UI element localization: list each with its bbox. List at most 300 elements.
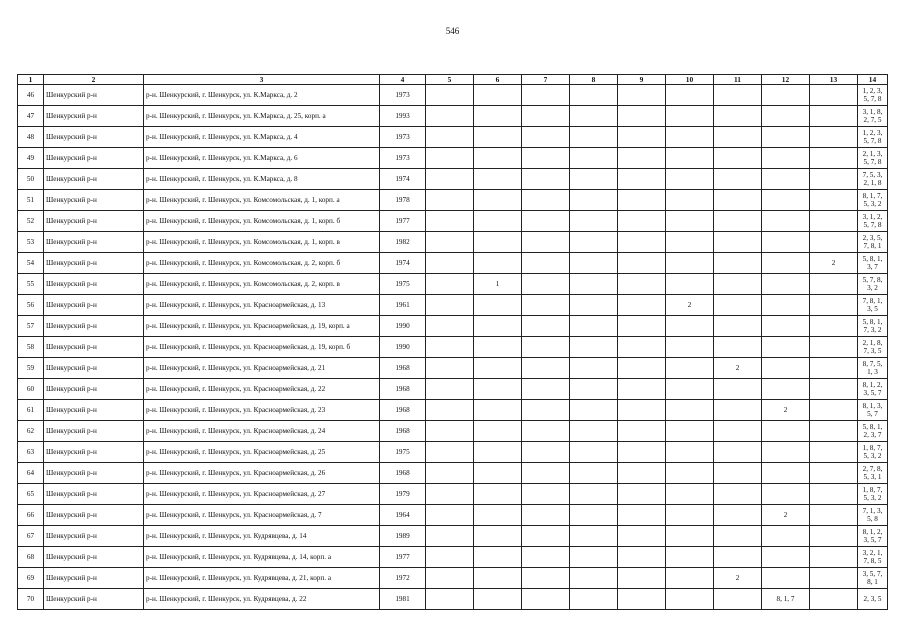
column-13-cell (810, 337, 858, 358)
column-14-cell: 8, 1, 2, 3, 5, 7 (858, 379, 888, 400)
district-cell: Шенкурский р-н (44, 484, 144, 505)
column-9-cell (618, 85, 666, 106)
address-cell: р-н. Шенкурский, г. Шенкурск, ул. К.Маркса, д. 25, корп. а (144, 106, 380, 127)
column-5-cell (426, 148, 474, 169)
column-5-cell (426, 568, 474, 589)
district-cell: Шенкурский р-н (44, 589, 144, 610)
column-8-cell (570, 274, 618, 295)
column-10-cell (666, 568, 714, 589)
column-header: 9 (618, 75, 666, 85)
district-cell: Шенкурский р-н (44, 358, 144, 379)
column-11-cell: 2 (714, 358, 762, 379)
address-cell: р-н. Шенкурский, г. Шенкурск, ул. К.Маркса, д. 8 (144, 169, 380, 190)
column-7-cell (522, 505, 570, 526)
column-7-cell (522, 274, 570, 295)
column-12-cell: 8, 1, 7 (762, 589, 810, 610)
column-14-cell: 5, 8, 1, 2, 3, 7 (858, 421, 888, 442)
column-7-cell (522, 85, 570, 106)
district-cell: Шенкурский р-н (44, 505, 144, 526)
column-5-cell (426, 316, 474, 337)
column-9-cell (618, 526, 666, 547)
row-number-cell: 62 (18, 421, 44, 442)
column-6-cell (474, 526, 522, 547)
column-11-cell (714, 589, 762, 610)
column-8-cell (570, 169, 618, 190)
table-row (18, 127, 888, 148)
column-14-cell: 1, 2, 3, 5, 7, 8 (858, 85, 888, 106)
year-cell: 1973 (380, 127, 426, 148)
column-6-cell (474, 547, 522, 568)
district-cell: Шенкурский р-н (44, 421, 144, 442)
column-12-cell (762, 85, 810, 106)
table-row (18, 211, 888, 232)
column-12-cell (762, 253, 810, 274)
column-9-cell (618, 400, 666, 421)
address-cell: р-н. Шенкурский, г. Шенкурск, ул. Красноармейская, д. 13 (144, 295, 380, 316)
row-number-cell: 67 (18, 526, 44, 547)
table-row (18, 505, 888, 526)
address-cell: р-н. Шенкурский, г. Шенкурск, ул. Красноармейская, д. 25 (144, 442, 380, 463)
district-cell: Шенкурский р-н (44, 211, 144, 232)
column-12-cell (762, 274, 810, 295)
column-13-cell (810, 211, 858, 232)
address-cell: р-н. Шенкурский, г. Шенкурск, ул. Комсомольская, д. 1, корп. а (144, 190, 380, 211)
column-9-cell (618, 295, 666, 316)
year-cell: 1978 (380, 190, 426, 211)
address-cell: р-н. Шенкурский, г. Шенкурск, ул. Комсомольская, д. 1, корп. б (144, 211, 380, 232)
column-9-cell (618, 106, 666, 127)
year-cell: 1977 (380, 211, 426, 232)
column-11-cell (714, 484, 762, 505)
address-cell: р-н. Шенкурский, г. Шенкурск, ул. К.Маркса, д. 6 (144, 148, 380, 169)
row-number-cell: 64 (18, 463, 44, 484)
column-7-cell (522, 379, 570, 400)
column-9-cell (618, 274, 666, 295)
column-12-cell (762, 484, 810, 505)
column-10-cell (666, 148, 714, 169)
column-11-cell (714, 463, 762, 484)
column-6-cell (474, 127, 522, 148)
column-13-cell (810, 316, 858, 337)
table-row (18, 358, 888, 379)
column-6-cell (474, 253, 522, 274)
table-row (18, 106, 888, 127)
district-cell: Шенкурский р-н (44, 295, 144, 316)
year-cell: 1977 (380, 547, 426, 568)
table-row (18, 547, 888, 568)
column-header: 3 (144, 75, 380, 85)
column-7-cell (522, 106, 570, 127)
year-cell: 1982 (380, 232, 426, 253)
district-cell: Шенкурский р-н (44, 463, 144, 484)
column-12-cell (762, 232, 810, 253)
column-8-cell (570, 442, 618, 463)
column-header: 2 (44, 75, 144, 85)
column-5-cell (426, 379, 474, 400)
column-12-cell (762, 421, 810, 442)
address-cell: р-н. Шенкурский, г. Шенкурск, ул. Кудрявцева, д. 14 (144, 526, 380, 547)
column-12-cell (762, 442, 810, 463)
column-10-cell: 2 (666, 295, 714, 316)
column-13-cell (810, 589, 858, 610)
column-7-cell (522, 484, 570, 505)
column-14-cell: 2, 7, 8, 5, 3, 1 (858, 463, 888, 484)
column-12-cell (762, 148, 810, 169)
column-5-cell (426, 421, 474, 442)
address-cell: р-н. Шенкурский, г. Шенкурск, ул. Комсомольская, д. 2, корп. б (144, 253, 380, 274)
table-row (18, 148, 888, 169)
column-9-cell (618, 316, 666, 337)
column-header: 13 (810, 75, 858, 85)
address-cell: р-н. Шенкурский, г. Шенкурск, ул. Красноармейская, д. 24 (144, 421, 380, 442)
column-14-cell: 5, 8, 1, 3, 7 (858, 253, 888, 274)
column-header: 4 (380, 75, 426, 85)
row-number-cell: 58 (18, 337, 44, 358)
column-12-cell (762, 358, 810, 379)
column-8-cell (570, 190, 618, 211)
column-12-cell (762, 169, 810, 190)
year-cell: 1968 (380, 421, 426, 442)
column-9-cell (618, 484, 666, 505)
district-cell: Шенкурский р-н (44, 253, 144, 274)
column-5-cell (426, 484, 474, 505)
column-8-cell (570, 106, 618, 127)
column-9-cell (618, 568, 666, 589)
column-header: 1 (18, 75, 44, 85)
column-6-cell (474, 358, 522, 379)
column-14-cell: 3, 5, 7, 8, 1 (858, 568, 888, 589)
column-6-cell (474, 379, 522, 400)
column-5-cell (426, 274, 474, 295)
page-number: 546 (445, 26, 460, 36)
table-row (18, 295, 888, 316)
column-8-cell (570, 589, 618, 610)
column-6-cell: 1 (474, 274, 522, 295)
column-8-cell (570, 421, 618, 442)
column-14-cell: 1, 2, 3, 5, 7, 8 (858, 127, 888, 148)
column-6-cell (474, 421, 522, 442)
column-8-cell (570, 400, 618, 421)
column-10-cell (666, 463, 714, 484)
row-number-cell: 55 (18, 274, 44, 295)
column-13-cell (810, 85, 858, 106)
column-11-cell (714, 232, 762, 253)
column-header: 5 (426, 75, 474, 85)
column-11-cell (714, 190, 762, 211)
column-7-cell (522, 337, 570, 358)
column-10-cell (666, 442, 714, 463)
column-header: 10 (666, 75, 714, 85)
table-row (18, 442, 888, 463)
row-number-cell: 60 (18, 379, 44, 400)
table-row (18, 484, 888, 505)
column-13-cell (810, 295, 858, 316)
column-14-cell: 3, 2, 1, 7, 8, 5 (858, 547, 888, 568)
row-number-cell: 48 (18, 127, 44, 148)
column-11-cell (714, 316, 762, 337)
year-cell: 1990 (380, 316, 426, 337)
year-cell: 1968 (380, 379, 426, 400)
district-cell: Шенкурский р-н (44, 274, 144, 295)
column-7-cell (522, 358, 570, 379)
year-cell: 1989 (380, 526, 426, 547)
table-body (18, 85, 888, 610)
column-10-cell (666, 169, 714, 190)
column-9-cell (618, 232, 666, 253)
column-13-cell (810, 148, 858, 169)
row-number-cell: 65 (18, 484, 44, 505)
column-13-cell (810, 106, 858, 127)
district-cell: Шенкурский р-н (44, 190, 144, 211)
column-7-cell (522, 190, 570, 211)
table-row (18, 589, 888, 610)
column-9-cell (618, 127, 666, 148)
row-number-cell: 54 (18, 253, 44, 274)
column-8-cell (570, 148, 618, 169)
year-cell: 1972 (380, 568, 426, 589)
row-number-cell: 69 (18, 568, 44, 589)
column-11-cell (714, 379, 762, 400)
column-header: 12 (762, 75, 810, 85)
address-cell: р-н. Шенкурский, г. Шенкурск, ул. Красноармейская, д. 22 (144, 379, 380, 400)
table-row (18, 400, 888, 421)
table-row (18, 316, 888, 337)
address-cell: р-н. Шенкурский, г. Шенкурск, ул. Красноармейская, д. 7 (144, 505, 380, 526)
column-13-cell (810, 190, 858, 211)
district-cell: Шенкурский р-н (44, 85, 144, 106)
column-7-cell (522, 526, 570, 547)
column-6-cell (474, 484, 522, 505)
column-13-cell (810, 127, 858, 148)
column-7-cell (522, 211, 570, 232)
year-cell: 1990 (380, 337, 426, 358)
column-12-cell (762, 463, 810, 484)
column-5-cell (426, 106, 474, 127)
column-13-cell (810, 274, 858, 295)
column-7-cell (522, 400, 570, 421)
column-13-cell (810, 400, 858, 421)
year-cell: 1974 (380, 253, 426, 274)
row-number-cell: 70 (18, 589, 44, 610)
column-13-cell (810, 526, 858, 547)
address-cell: р-н. Шенкурский, г. Шенкурск, ул. Кудрявцева, д. 21, корп. а (144, 568, 380, 589)
column-10-cell (666, 358, 714, 379)
district-cell: Шенкурский р-н (44, 106, 144, 127)
row-number-cell: 57 (18, 316, 44, 337)
column-12-cell (762, 295, 810, 316)
district-cell: Шенкурский р-н (44, 169, 144, 190)
column-6-cell (474, 568, 522, 589)
column-7-cell (522, 316, 570, 337)
column-10-cell (666, 211, 714, 232)
column-8-cell (570, 253, 618, 274)
column-10-cell (666, 253, 714, 274)
column-5-cell (426, 337, 474, 358)
column-11-cell: 2 (714, 568, 762, 589)
column-11-cell (714, 85, 762, 106)
year-cell: 1968 (380, 400, 426, 421)
address-cell: р-н. Шенкурский, г. Шенкурск, ул. Красноармейская, д. 26 (144, 463, 380, 484)
row-number-cell: 68 (18, 547, 44, 568)
column-14-cell: 2, 1, 3, 5, 7, 8 (858, 148, 888, 169)
address-cell: р-н. Шенкурский, г. Шенкурск, ул. Комсомольская, д. 1, корп. в (144, 232, 380, 253)
row-number-cell: 56 (18, 295, 44, 316)
column-14-cell: 8, 1, 7, 5, 3, 2 (858, 190, 888, 211)
column-11-cell (714, 169, 762, 190)
table-row (18, 85, 888, 106)
address-cell: р-н. Шенкурский, г. Шенкурск, ул. К.Маркса, д. 4 (144, 127, 380, 148)
register-table (17, 74, 888, 610)
column-6-cell (474, 295, 522, 316)
row-number-cell: 59 (18, 358, 44, 379)
column-9-cell (618, 463, 666, 484)
row-number-cell: 46 (18, 85, 44, 106)
column-11-cell (714, 127, 762, 148)
column-header: 11 (714, 75, 762, 85)
district-cell: Шенкурский р-н (44, 379, 144, 400)
district-cell: Шенкурский р-н (44, 526, 144, 547)
column-11-cell (714, 337, 762, 358)
column-6-cell (474, 190, 522, 211)
column-13-cell (810, 505, 858, 526)
address-cell: р-н. Шенкурский, г. Шенкурск, ул. Красноармейская, д. 23 (144, 400, 380, 421)
column-5-cell (426, 358, 474, 379)
table-row (18, 232, 888, 253)
column-8-cell (570, 295, 618, 316)
column-number-row (18, 75, 888, 85)
column-7-cell (522, 547, 570, 568)
address-cell: р-н. Шенкурский, г. Шенкурск, ул. Красноармейская, д. 19, корп. а (144, 316, 380, 337)
column-14-cell: 7, 1, 3, 5, 8 (858, 505, 888, 526)
column-10-cell (666, 400, 714, 421)
address-cell: р-н. Шенкурский, г. Шенкурск, ул. Комсомольская, д. 2, корп. в (144, 274, 380, 295)
column-10-cell (666, 127, 714, 148)
column-7-cell (522, 463, 570, 484)
column-14-cell: 8, 7, 5, 1, 3 (858, 358, 888, 379)
column-8-cell (570, 379, 618, 400)
column-6-cell (474, 463, 522, 484)
column-13-cell: 2 (810, 253, 858, 274)
column-9-cell (618, 211, 666, 232)
column-header: 8 (570, 75, 618, 85)
year-cell: 1961 (380, 295, 426, 316)
column-5-cell (426, 589, 474, 610)
column-8-cell (570, 547, 618, 568)
address-cell: р-н. Шенкурский, г. Шенкурск, ул. К.Маркса, д. 2 (144, 85, 380, 106)
column-12-cell (762, 316, 810, 337)
column-6-cell (474, 85, 522, 106)
row-number-cell: 61 (18, 400, 44, 421)
column-8-cell (570, 505, 618, 526)
column-9-cell (618, 358, 666, 379)
column-12-cell (762, 127, 810, 148)
column-5-cell (426, 505, 474, 526)
column-11-cell (714, 442, 762, 463)
column-10-cell (666, 106, 714, 127)
column-10-cell (666, 547, 714, 568)
column-9-cell (618, 169, 666, 190)
district-cell: Шенкурский р-н (44, 400, 144, 421)
row-number-cell: 51 (18, 190, 44, 211)
row-number-cell: 47 (18, 106, 44, 127)
table-row (18, 526, 888, 547)
column-6-cell (474, 169, 522, 190)
column-11-cell (714, 547, 762, 568)
column-7-cell (522, 295, 570, 316)
column-12-cell: 2 (762, 400, 810, 421)
column-8-cell (570, 463, 618, 484)
column-7-cell (522, 169, 570, 190)
column-6-cell (474, 106, 522, 127)
column-13-cell (810, 358, 858, 379)
column-13-cell (810, 547, 858, 568)
district-cell: Шенкурский р-н (44, 232, 144, 253)
table-row (18, 463, 888, 484)
column-14-cell: 5, 7, 8, 3, 2 (858, 274, 888, 295)
year-cell: 1973 (380, 85, 426, 106)
column-13-cell (810, 442, 858, 463)
column-13-cell (810, 169, 858, 190)
column-13-cell (810, 463, 858, 484)
column-header: 7 (522, 75, 570, 85)
column-6-cell (474, 211, 522, 232)
address-cell: р-н. Шенкурский, г. Шенкурск, ул. Красноармейская, д. 21 (144, 358, 380, 379)
column-12-cell (762, 547, 810, 568)
column-7-cell (522, 442, 570, 463)
table-row (18, 421, 888, 442)
column-6-cell (474, 589, 522, 610)
column-14-cell: 2, 3, 5, 7, 8, 1 (858, 232, 888, 253)
column-6-cell (474, 148, 522, 169)
column-11-cell (714, 148, 762, 169)
column-12-cell (762, 526, 810, 547)
column-7-cell (522, 568, 570, 589)
column-6-cell (474, 337, 522, 358)
row-number-cell: 63 (18, 442, 44, 463)
column-13-cell (810, 484, 858, 505)
column-6-cell (474, 442, 522, 463)
year-cell: 1973 (380, 148, 426, 169)
year-cell: 1968 (380, 463, 426, 484)
column-10-cell (666, 589, 714, 610)
row-number-cell: 53 (18, 232, 44, 253)
column-5-cell (426, 211, 474, 232)
column-14-cell: 7, 5, 3, 2, 1, 8 (858, 169, 888, 190)
column-10-cell (666, 337, 714, 358)
address-cell: р-н. Шенкурский, г. Шенкурск, ул. Кудрявцева, д. 22 (144, 589, 380, 610)
column-14-cell: 2, 3, 5 (858, 589, 888, 610)
column-14-cell: 5, 8, 1, 7, 3, 2 (858, 316, 888, 337)
column-6-cell (474, 505, 522, 526)
column-14-cell: 8, 1, 3, 5, 7 (858, 400, 888, 421)
column-9-cell (618, 253, 666, 274)
column-10-cell (666, 316, 714, 337)
row-number-cell: 50 (18, 169, 44, 190)
column-14-cell: 1, 8, 7, 5, 3, 2 (858, 442, 888, 463)
column-12-cell (762, 568, 810, 589)
column-12-cell (762, 379, 810, 400)
row-number-cell: 49 (18, 148, 44, 169)
column-header: 14 (858, 75, 888, 85)
table-row (18, 169, 888, 190)
column-9-cell (618, 547, 666, 568)
column-13-cell (810, 232, 858, 253)
year-cell: 1975 (380, 274, 426, 295)
column-5-cell (426, 463, 474, 484)
column-14-cell: 1, 8, 7, 5, 3, 2 (858, 484, 888, 505)
column-5-cell (426, 526, 474, 547)
column-11-cell (714, 106, 762, 127)
